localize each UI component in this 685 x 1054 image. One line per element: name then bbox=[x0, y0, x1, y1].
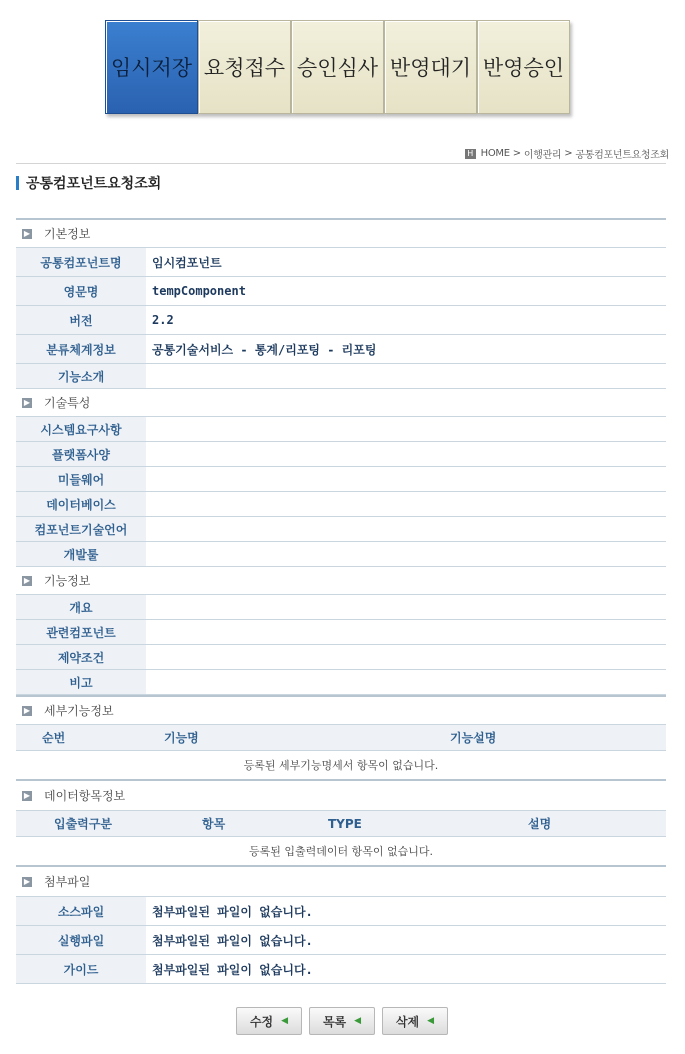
section-title: 첨부파일 bbox=[44, 875, 91, 889]
page-title bbox=[16, 173, 161, 193]
field-value bbox=[146, 645, 666, 669]
field-value bbox=[146, 670, 666, 694]
field-label: 소스파일 bbox=[16, 897, 146, 925]
section-tech bbox=[16, 389, 666, 417]
arrow-left-icon: ◀ bbox=[427, 1016, 435, 1026]
field-label: 비고 bbox=[16, 670, 146, 694]
field-label: 영문명 bbox=[16, 277, 146, 305]
step-approval-review[interactable]: 승인심사 bbox=[291, 20, 384, 114]
field-label: 제약조건 bbox=[16, 645, 146, 669]
arrow-left-icon: ◀ bbox=[354, 1016, 362, 1026]
section-title: 세부기능정보 bbox=[44, 704, 114, 718]
column-header: TYPE bbox=[328, 816, 362, 831]
section-title: 기본정보 bbox=[44, 227, 91, 241]
field-value: 임시컴포넌트 bbox=[152, 255, 222, 270]
field-label: 관련컴포넌트 bbox=[16, 620, 146, 644]
breadcrumb-separator: > bbox=[512, 148, 521, 159]
list-button-label: 목록 bbox=[322, 1014, 347, 1029]
action-buttons bbox=[236, 1007, 448, 1035]
attachment-value: 첨부파일된 파일이 없습니다. bbox=[152, 904, 313, 919]
field-value bbox=[146, 417, 666, 441]
table-header bbox=[16, 725, 666, 751]
section-arrow-icon: ▶ bbox=[23, 791, 31, 800]
detail-table bbox=[16, 218, 666, 984]
field-value: 공통기술서비스 - 통계/리포팅 - 리포팅 bbox=[152, 342, 377, 357]
section-function bbox=[16, 567, 666, 595]
field-value bbox=[146, 467, 666, 491]
divider bbox=[16, 163, 666, 164]
breadcrumb bbox=[465, 146, 669, 161]
field-label: 버전 bbox=[16, 306, 146, 334]
page-title-text: 공통컴포넌트요청조회 bbox=[26, 176, 162, 192]
field-label: 가이드 bbox=[16, 955, 146, 983]
delete-button[interactable] bbox=[382, 1007, 448, 1035]
empty-message: 등록된 입출력데이터 항목이 없습니다. bbox=[16, 837, 666, 867]
table-row bbox=[16, 670, 666, 695]
step-tabs bbox=[105, 20, 570, 114]
table-row bbox=[16, 335, 666, 364]
section-title: 데이터항목정보 bbox=[44, 789, 126, 803]
title-accent-bar bbox=[16, 176, 19, 190]
column-header: 기능명 bbox=[164, 731, 199, 745]
table-row bbox=[16, 926, 666, 955]
table-row bbox=[16, 897, 666, 926]
section-title: 기술특성 bbox=[44, 396, 91, 410]
table-row bbox=[16, 645, 666, 670]
field-value bbox=[146, 442, 666, 466]
table-row bbox=[16, 467, 666, 492]
breadcrumb-level1[interactable]: 이행관리 bbox=[523, 150, 562, 161]
attachment-value: 첨부파일된 파일이 없습니다. bbox=[152, 962, 313, 977]
table-row bbox=[16, 542, 666, 567]
section-basic-info bbox=[16, 218, 666, 248]
breadcrumb-home[interactable]: HOME bbox=[480, 148, 510, 159]
section-arrow-icon: ▶ bbox=[23, 877, 31, 886]
empty-message: 등록된 세부기능명세서 항목이 없습니다. bbox=[16, 751, 666, 781]
list-button[interactable] bbox=[309, 1007, 375, 1035]
home-icon: H bbox=[465, 149, 476, 159]
step-apply-approval[interactable]: 반영승인 bbox=[477, 20, 570, 114]
field-label: 분류체계정보 bbox=[16, 335, 146, 363]
field-value bbox=[146, 517, 666, 541]
column-header: 기능설명 bbox=[450, 731, 497, 745]
step-apply-wait[interactable]: 반영대기 bbox=[384, 20, 477, 114]
section-title: 기능정보 bbox=[44, 574, 91, 588]
field-label: 데이터베이스 bbox=[16, 492, 146, 516]
table-row bbox=[16, 517, 666, 542]
delete-button-label: 삭제 bbox=[395, 1014, 420, 1029]
breadcrumb-separator: > bbox=[564, 148, 573, 159]
table-row bbox=[16, 417, 666, 442]
column-header: 입출력구분 bbox=[54, 817, 112, 831]
table-row bbox=[16, 306, 666, 335]
table-header bbox=[16, 811, 666, 837]
field-label: 시스템요구사항 bbox=[16, 417, 146, 441]
edit-button-label: 수정 bbox=[249, 1014, 274, 1029]
arrow-left-icon: ◀ bbox=[281, 1016, 289, 1026]
column-header: 항목 bbox=[202, 817, 226, 831]
section-data-items bbox=[16, 781, 666, 811]
table-row bbox=[16, 364, 666, 389]
table-row bbox=[16, 442, 666, 467]
field-label: 개발툴 bbox=[16, 542, 146, 566]
edit-button[interactable] bbox=[236, 1007, 302, 1035]
table-row bbox=[16, 492, 666, 517]
section-detail-function bbox=[16, 695, 666, 725]
field-label: 공통컴포넌트명 bbox=[16, 248, 146, 276]
section-arrow-icon: ▶ bbox=[23, 576, 31, 585]
table-row bbox=[16, 620, 666, 645]
section-arrow-icon: ▶ bbox=[23, 229, 31, 238]
field-value bbox=[146, 492, 666, 516]
step-temp-save[interactable]: 임시저장 bbox=[105, 20, 198, 114]
section-attachments bbox=[16, 867, 666, 897]
field-value bbox=[146, 620, 666, 644]
field-label: 플랫폼사양 bbox=[16, 442, 146, 466]
table-row bbox=[16, 955, 666, 984]
column-header: 설명 bbox=[528, 817, 552, 831]
column-header: 순번 bbox=[42, 731, 66, 745]
table-row bbox=[16, 595, 666, 620]
breadcrumb-current: 공통컴포넌트요청조회 bbox=[575, 150, 669, 161]
table-row bbox=[16, 277, 666, 306]
attachment-value: 첨부파일된 파일이 없습니다. bbox=[152, 933, 313, 948]
table-row bbox=[16, 248, 666, 277]
field-label: 컴포넌트기술언어 bbox=[16, 517, 146, 541]
field-value bbox=[146, 595, 666, 619]
field-value bbox=[146, 364, 666, 388]
field-value: tempComponent bbox=[152, 284, 246, 298]
field-label: 미들웨어 bbox=[16, 467, 146, 491]
field-label: 개요 bbox=[16, 595, 146, 619]
section-arrow-icon: ▶ bbox=[23, 706, 31, 715]
field-value bbox=[146, 542, 666, 566]
step-request-receipt[interactable]: 요청접수 bbox=[198, 20, 291, 114]
field-value: 2.2 bbox=[152, 313, 174, 327]
field-label: 기능소개 bbox=[16, 364, 146, 388]
section-arrow-icon: ▶ bbox=[23, 398, 31, 407]
field-label: 실행파일 bbox=[16, 926, 146, 954]
